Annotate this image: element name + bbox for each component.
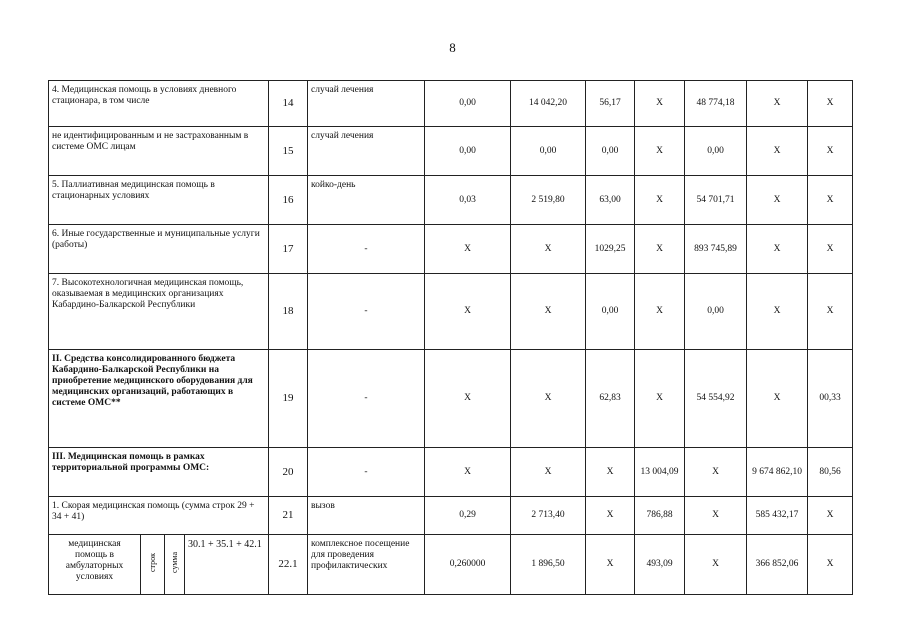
cell: 0,00 [586,127,635,176]
cell: 0,00 [586,274,635,350]
cell: 493,09 [635,535,685,595]
financing-table [48,80,853,595]
cell: 0,29 [425,497,511,535]
cell: Х [747,81,808,127]
unit: койко-день [308,176,425,225]
row-number: 14 [269,81,308,127]
cell: Х [808,225,853,274]
cell: 893 745,89 [685,225,747,274]
cell: 9 674 862,10 [747,448,808,497]
table-row [49,448,853,497]
cell: Х [511,448,586,497]
row-name: II. Средства консолидированного бюджета Кабардино-Балкарской Республики на приобретение медицинского оборудования для медицинских организаций, работающих в системе ОМС** [49,350,269,448]
cell: 1029,25 [586,225,635,274]
row-name: не идентифицированным и не застрахованным в системе ОМС лицам [49,127,269,176]
cell: Х [685,497,747,535]
vertical-label-text: строк [147,552,157,573]
sum-formula: 30.1 + 35.1 + 42.1 [185,535,269,595]
cell: Х [511,225,586,274]
table-row [49,497,853,535]
cell: 0,260000 [425,535,511,595]
cell: Х [586,535,635,595]
cell: Х [808,127,853,176]
cell: Х [747,274,808,350]
row-number: 21 [269,497,308,535]
table-row [49,225,853,274]
cell: 585 432,17 [747,497,808,535]
cell: 0,00 [425,127,511,176]
cell: 48 774,18 [685,81,747,127]
cell: Х [685,448,747,497]
cell: Х [635,127,685,176]
table-row [49,81,853,127]
row-number: 20 [269,448,308,497]
unit: случай лечения [308,81,425,127]
cell: Х [747,127,808,176]
cell: Х [635,176,685,225]
unit: вызов [308,497,425,535]
cell: Х [635,81,685,127]
cell: 1 896,50 [511,535,586,595]
cell: 00,33 [808,350,853,448]
cell: Х [425,274,511,350]
row-name: 7. Высокотехнологичная медицинская помощь, оказываемая в медицинских организациях Кабардино-Балкарской Республики [49,274,269,350]
cell: Х [747,350,808,448]
cell: 0,03 [425,176,511,225]
page-number: 8 [449,40,456,55]
row-name: медицинская помощь в амбулаторных условиях [49,535,141,595]
cell: Х [808,176,853,225]
cell: 0,00 [685,274,747,350]
cell: 54 701,71 [685,176,747,225]
cell: Х [586,497,635,535]
cell: 54 554,92 [685,350,747,448]
table-row [49,176,853,225]
cell: Х [425,350,511,448]
table-row [49,274,853,350]
row-name: 4. Медицинская помощь в условиях дневного стационара, в том числе [49,81,269,127]
row-number: 16 [269,176,308,225]
row-name: 5. Паллиативная медицинская помощь в стационарных условиях [49,176,269,225]
cell: 13 004,09 [635,448,685,497]
cell: Х [808,535,853,595]
cell: Х [635,350,685,448]
row-number: 15 [269,127,308,176]
cell: 786,88 [635,497,685,535]
row-number: 19 [269,350,308,448]
cell: Х [808,81,853,127]
vertical-label-strok [141,535,165,595]
vertical-label-text: сумма [169,552,179,573]
cell: Х [635,274,685,350]
cell: 63,00 [586,176,635,225]
cell: 0,00 [685,127,747,176]
cell: Х [808,497,853,535]
cell: 80,56 [808,448,853,497]
cell: Х [511,274,586,350]
table-row [49,127,853,176]
cell: Х [425,225,511,274]
cell: 2 713,40 [511,497,586,535]
cell: 14 042,20 [511,81,586,127]
vertical-label-summa [165,535,185,595]
cell: 0,00 [425,81,511,127]
unit: - [308,448,425,497]
row-name: 1. Скорая медицинская помощь (сумма строк 29 + 34 + 41) [49,497,269,535]
cell: Х [747,176,808,225]
row-number: 17 [269,225,308,274]
cell: 56,17 [586,81,635,127]
cell: 0,00 [511,127,586,176]
unit: комплексное посещение для проведения профилактических [308,535,425,595]
cell: Х [808,274,853,350]
row-name: 6. Иные государственные и муниципальные услуги (работы) [49,225,269,274]
table-row [49,350,853,448]
cell: Х [635,225,685,274]
cell: Х [511,350,586,448]
unit: - [308,225,425,274]
cell: 62,83 [586,350,635,448]
row-name: III. Медицинская помощь в рамках территориальной программы ОМС: [49,448,269,497]
cell: Х [586,448,635,497]
cell: Х [425,448,511,497]
cell: Х [747,225,808,274]
table-row [49,535,853,595]
unit: - [308,350,425,448]
unit: - [308,274,425,350]
unit: случай лечения [308,127,425,176]
cell: 2 519,80 [511,176,586,225]
cell: Х [685,535,747,595]
cell: 366 852,06 [747,535,808,595]
row-number: 18 [269,274,308,350]
row-number: 22.1 [269,535,308,595]
